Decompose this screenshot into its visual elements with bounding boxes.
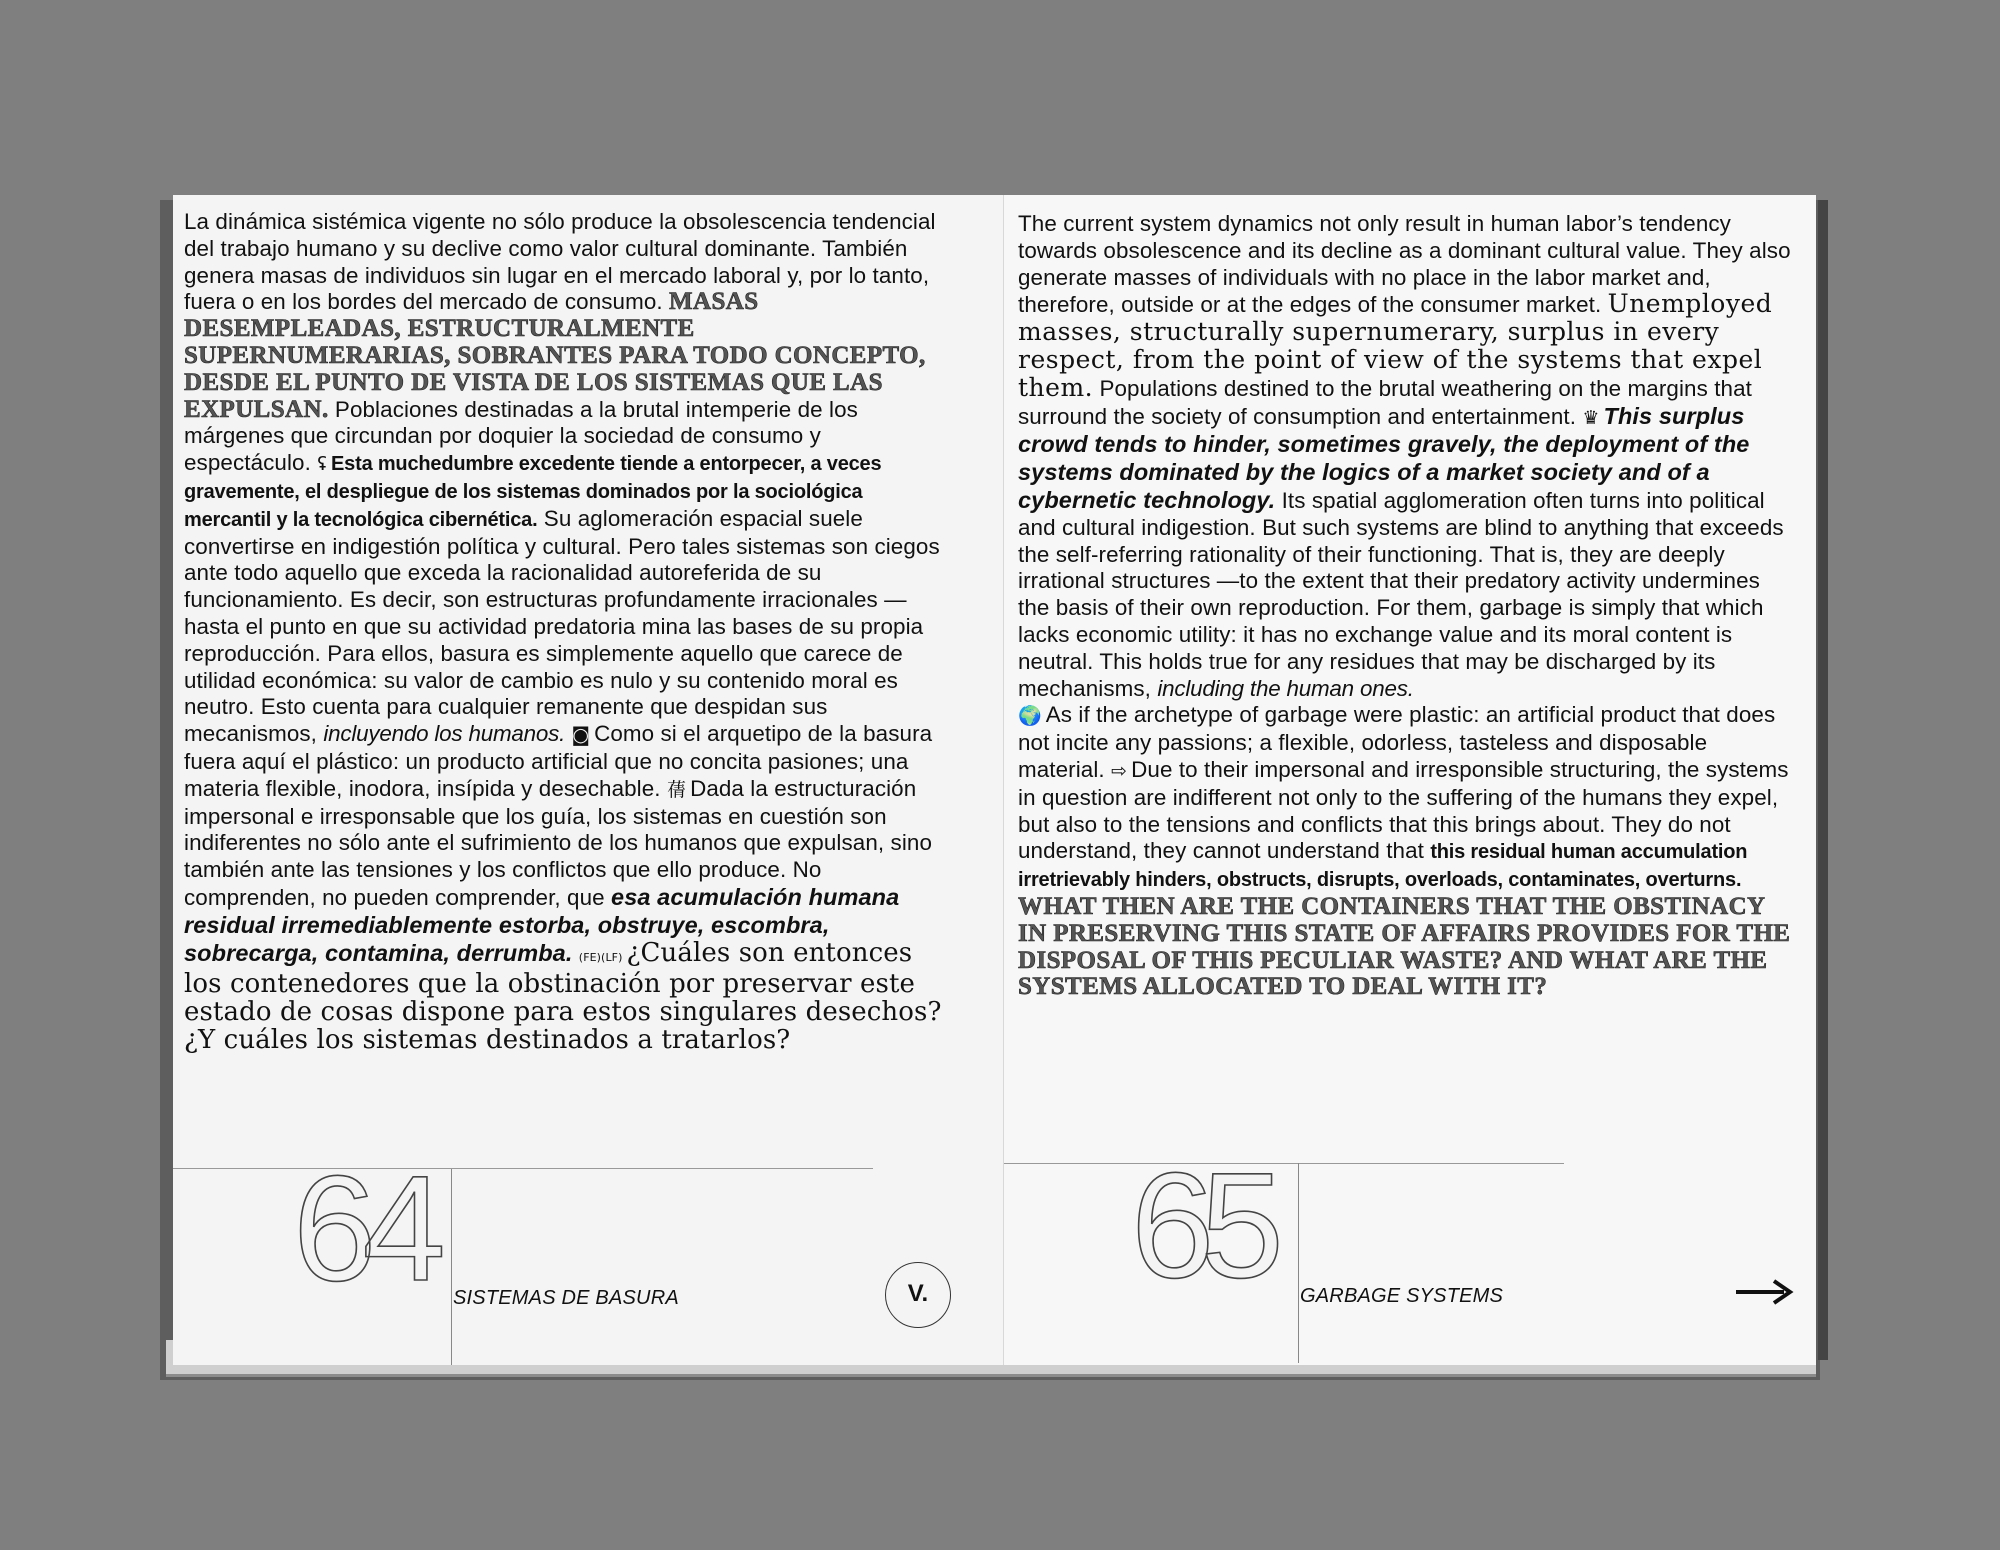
left-footer-divider — [451, 1169, 452, 1365]
left-serif-question: ¿Cuáles son entonces los contenedores que la obstinación por preservar este estado de cosas dispone para estos singulares desechos? ¿Y cuáles los sistemas destinados a tratarlos? — [184, 937, 942, 1055]
left-section-title: SISTEMAS DE BASURA — [453, 1287, 679, 1309]
globe-icon: 🌍 — [1018, 705, 1042, 728]
kanji-glyph-icon: 蒨 — [666, 778, 687, 801]
left-text-1: La dinámica sistémica vigente no sólo produce la obsolescencia tendencial del trabajo humano y su declive como valor cultural dominante. También genera masas de individuos sin lugar en el mercado laboral y, por lo tanto, fuera o en los bordes del mercado de consumo. — [184, 209, 936, 315]
chapter-button[interactable]: V. — [885, 1262, 951, 1328]
right-folio: 65 — [1131, 1141, 1270, 1309]
right-page — [1004, 195, 1816, 1365]
right-caps-question: WHAT THEN ARE THE CONTAINERS THAT THE OBSTINACY IN PRESERVING THIS STATE OF AFFAIRS PROVIDES FOR THE DISPOSAL OF THIS PECULIAR WASTE? AND WHAT ARE THE SYSTEMS ALLOCATED TO DEAL WITH IT? — [1018, 892, 1791, 1001]
right-bolditalic-statement: This surplus crowd tends to hinder, sometimes gravely, the deployment of the systems dominated by the logics of a market society and of a cybernetic technology. — [1018, 402, 1750, 513]
right-text-5: Due to their impersonal and irresponsible structuring, the systems in question are indifferent not only to the suffering of the humans they expel, but also to the tensions and conflicts that this brings about. They do not understand, they cannot understand that — [1018, 756, 1789, 864]
left-folio: 64 — [293, 1144, 432, 1312]
left-paragraph — [184, 209, 949, 1055]
right-paragraph — [1018, 211, 1793, 1001]
left-body-text — [184, 209, 949, 1055]
left-italic-phrase: incluyendo los humanos. — [323, 721, 566, 747]
right-heavy-statement: this residual human accumulation irretrievably hinders, obstructs, disrupts, overloads, contaminates, overturns. — [1018, 841, 1748, 892]
right-text-4: As if the archetype of garbage were plastic: an artificial product that does not incite any passions; a flexible, odorless, tasteless and disposable material. — [1018, 702, 1776, 782]
fe-lf-glyph-icon: (FE)(LF) — [578, 950, 623, 964]
right-body-text — [1018, 211, 1793, 1001]
bracket-glyph-icon: ʢ — [317, 453, 328, 476]
left-text-4: Como si el arquetipo de la basura fuera aquí el plástico: un producto artificial que no concita pasiones; una materia flexible, inodora, insípida y desechable. — [184, 721, 933, 801]
left-text-3: Su aglomeración espacial suele convertirse en indigestión política y cultural. Pero tales sistemas son ciegos ante todo aquello que exceda la racionalidad autoreferida de su funcionamiento. Es decir, son estructuras profundamente irracionales —hasta el punto en que su actividad predatoria mina las bases de su propia reproducción. Para ellos, basura es simplemente aquello que carece de utilidad económica: su valor de cambio es nulo y su contenido moral es neutro. Esto cuenta para cualquier remanente que despidan sus mecanismos, — [184, 505, 940, 747]
left-text-5: Dada la estructuración impersonal e irresponsable que los guía, los sistemas en cuestión son indiferentes no sólo ante el sufrimiento de los humanos que expulsan, sino también ante las tensiones y los conflictos que ello produce. No comprenden, no pueden comprender, que — [184, 775, 932, 910]
right-text-2: Populations destined to the brutal weathering on the margins that surround the society of consumption and entertainment. — [1018, 375, 1752, 429]
right-italic-phrase: including the human ones. — [1157, 675, 1414, 701]
square-glyph-icon: ◙ — [571, 724, 591, 747]
left-bolditalic-statement: esa acumulación humana residual irremediablemente estorba, obstruye, escombra, sobrecarga, contamina, derrumba. — [184, 883, 900, 966]
crown-icon: ♛ — [1582, 406, 1600, 429]
right-section-title: GARBAGE SYSTEMS — [1300, 1285, 1504, 1307]
right-footer-divider — [1298, 1163, 1299, 1363]
left-footer-rule — [173, 1168, 873, 1169]
right-text-3: Its spatial agglomeration often turns into political and cultural indigestion. But such systems are blind to anything that exceeds the self-referring rationality of their functioning. That is, they are deeply irrational structures —to the extent that their predatory activity undermines the basis of their own reproduction. For them, garbage is simply that which lacks economic utility: it has no exchange value and its moral content is neutral. This holds true for any residues that may be discharged by its mechanisms, — [1018, 487, 1784, 701]
arrow-outline-icon: ⇨ — [1111, 759, 1128, 782]
right-footer-rule — [1004, 1163, 1564, 1164]
left-page — [173, 195, 1005, 1365]
arrow-right-icon[interactable] — [1734, 1277, 1794, 1307]
right-serif-statement: Unemployed masses, structurally supernumerary, surplus in every respect, from the point of view of the systems that expel them. — [1018, 289, 1773, 402]
left-heavy-statement: Esta muchedumbre excedente tiende a entorpecer, a veces gravemente, el despliegue de los sistemas dominados por la sociológica mercantil y la tecnológica cibernética. — [184, 453, 882, 531]
left-caps-statement: MASAS DESEMPLEADAS, ESTRUCTURALMENTE SUPERNUMERARIAS, SOBRANTES PARA TODO CONCEPTO, DESDE EL PUNTO DE VISTA DE LOS SISTEMAS QUE LAS EXPULSAN. — [184, 288, 926, 423]
left-text-2: Poblaciones destinadas a la brutal intemperie de los márgenes que circundan por doquier la sociedad de consumo y espectáculo. — [184, 396, 858, 476]
right-text-1: The current system dynamics not only result in human labor’s tendency towards obsolescence and its decline as a dominant cultural value. They also generate masses of individuals with no place in the labor market and, therefore, outside or at the edges of the consumer market. — [1018, 211, 1791, 318]
book-cover-edge — [1818, 200, 1828, 1360]
